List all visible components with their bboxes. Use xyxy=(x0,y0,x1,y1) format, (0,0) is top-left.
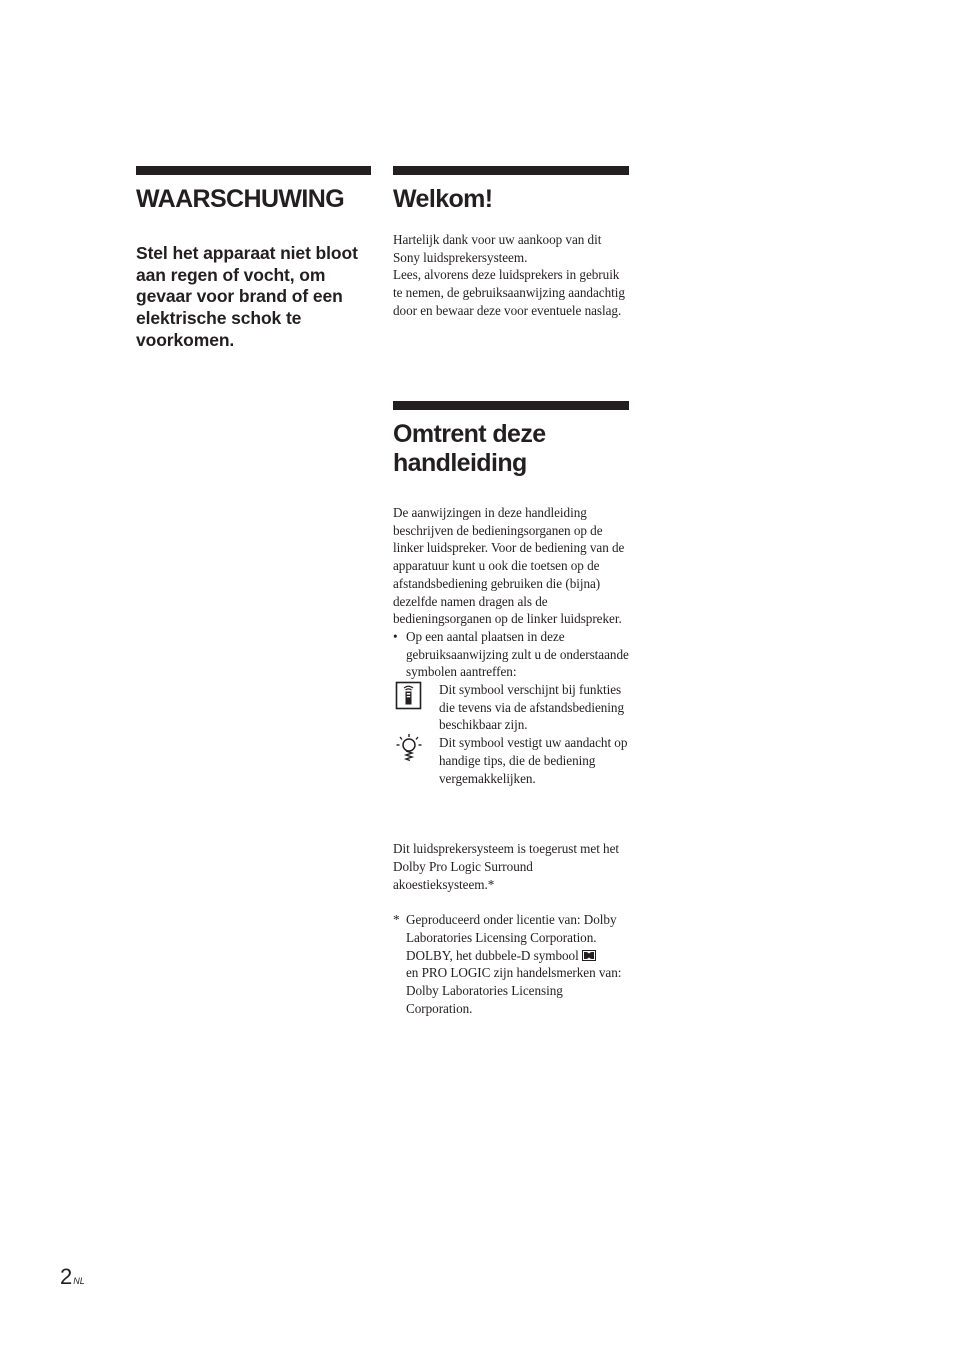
dolby-statement: Dit luidsprekersysteem is toegerust met het Dolby Pro Logic Surround akoestieksysteem.* xyxy=(393,841,620,892)
section-rule xyxy=(393,166,629,175)
section-rule xyxy=(393,401,629,410)
dolby-double-d-icon xyxy=(582,948,596,963)
warning-section xyxy=(136,166,371,352)
bullet-text: Op een aantal plaatsen in deze gebruiksaanwijzing zult u de onderstaande symbolen aantreffen: xyxy=(406,628,629,680)
language-code: NL xyxy=(73,1276,85,1286)
warning-text: Stel het apparaat niet bloot aan regen of vocht, om gevaar voor brand of een elektrische schok te voorkomen. xyxy=(136,243,358,350)
remote-control-icon xyxy=(393,681,423,716)
symbol-row-remote xyxy=(393,681,629,734)
about-title-line: handleiding xyxy=(393,449,527,477)
warning-title: WAARSCHUWING xyxy=(136,185,345,213)
page-number xyxy=(60,1264,85,1290)
symbols-bullet xyxy=(393,628,629,681)
page-number-value: 2 xyxy=(60,1264,73,1289)
symbol-row-tip xyxy=(393,734,629,787)
note-mark: * xyxy=(393,912,400,928)
bullet-mark: • xyxy=(393,628,398,644)
welcome-title: Welkom! xyxy=(393,185,493,213)
welcome-section xyxy=(393,166,629,320)
about-intro: De aanwijzingen in deze handleiding beschrijven de bedieningsorganen op de linker luidspreker. Voor de bediening van de apparatuur kunt u ook die toetsen op de afstandsbediening gebruiken die (bijna) dezelfde namen dragen als de bedieningsorganen op de linker luidspreker. xyxy=(393,505,625,627)
about-title xyxy=(393,420,629,478)
note-line: en PRO LOGIC zijn handelsmerken van: Dolby Laboratories Licensing Corporation. xyxy=(406,965,622,1016)
license-note xyxy=(393,911,629,1017)
note-line: Geproduceerd onder licentie van: Dolby Laboratories Licensing Corporation. xyxy=(406,912,617,946)
lightbulb-icon xyxy=(393,732,425,769)
note-line: DOLBY, het dubbele-D symbool xyxy=(406,947,579,963)
welcome-paragraph: Lees, alvorens deze luidsprekers in gebruik te nemen, de gebruiksaanwijzing aandachtig door en bewaar deze voor eventuele naslag. xyxy=(393,267,625,318)
symbol-text: Dit symbool verschijnt bij funkties die tevens via de afstandsbediening beschikbaar zijn. xyxy=(439,682,625,733)
symbol-text: Dit symbool vestigt uw aandacht op handige tips, die de bediening vergemakkelijken. xyxy=(439,735,628,786)
about-section xyxy=(393,401,629,1018)
section-rule xyxy=(136,166,371,175)
about-title-line: Omtrent deze xyxy=(393,420,546,448)
welcome-paragraph: Hartelijk dank voor uw aankoop van dit Sony luidsprekersysteem. xyxy=(393,232,602,265)
